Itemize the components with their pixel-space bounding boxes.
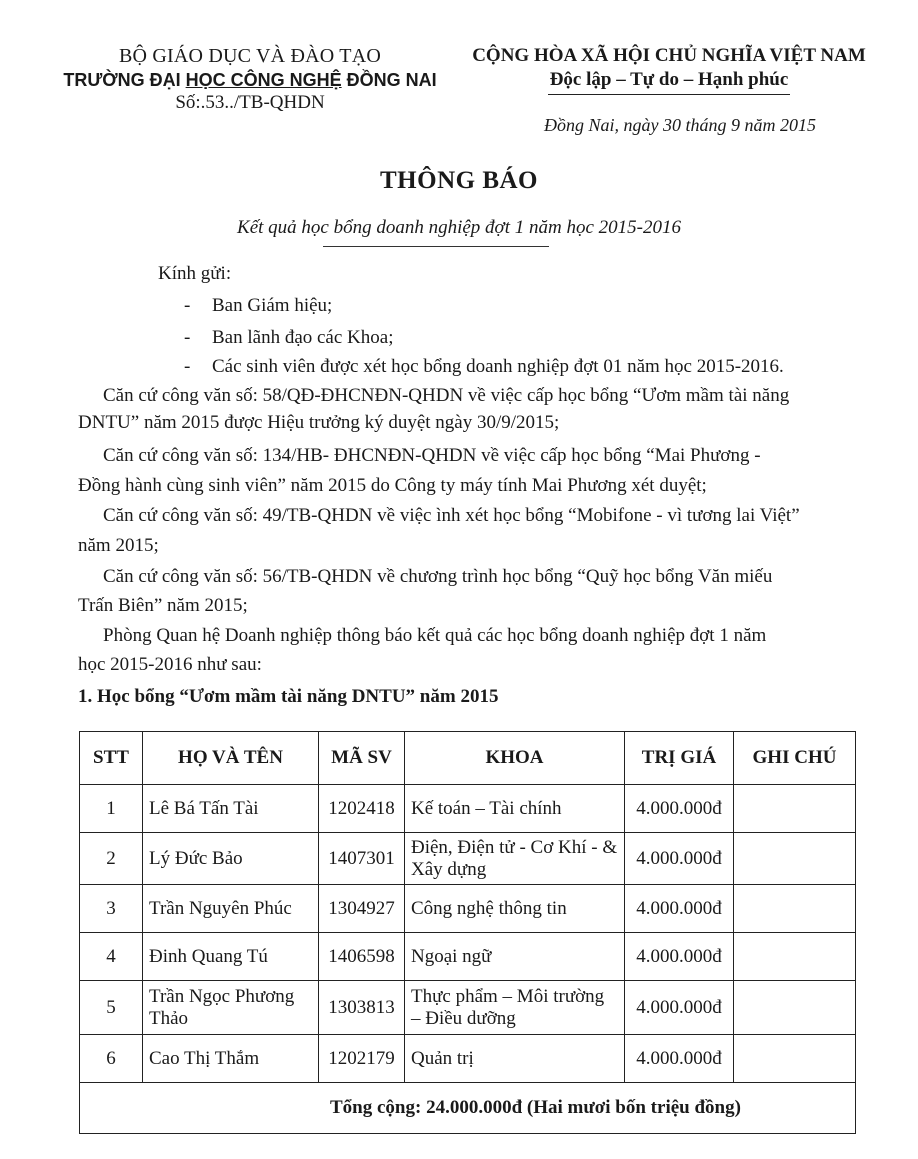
bullet-dash: - [184,327,191,348]
cell-value: 4.000.000đ [625,1035,734,1083]
paragraph-line: Phòng Quan hệ Doanh nghiệp thông báo kết quả các học bổng doanh nghiệp đợt 1 năm [103,625,767,646]
document-number: Số:.53../TB-QHDN [175,92,325,113]
recipient-item: Ban Giám hiệu; [212,295,333,316]
column-header: GHI CHÚ [734,732,856,785]
cell-name: Lê Bá Tấn Tài [143,785,319,833]
column-header: KHOA [405,732,625,785]
cell-stt: 4 [80,933,143,981]
cell-name: Cao Thị Thắm [143,1035,319,1083]
table-header-row [80,732,856,785]
cell-value: 4.000.000đ [625,833,734,885]
school-name-a: TRƯỜNG ĐẠI [63,70,186,90]
table-row [80,785,856,833]
table-row [80,1035,856,1083]
cell-note [734,1035,856,1083]
cell-name: Lý Đức Bảo [143,833,319,885]
cell-id: 1406598 [319,933,405,981]
column-header: HỌ VÀ TÊN [143,732,319,785]
table-total-row [80,1083,856,1134]
document-subtitle: Kết quả học bổng doanh nghiệp đợt 1 năm học 2015-2016 [237,217,681,238]
section-heading: 1. Học bổng “Ươm mầm tài năng DNTU” năm 2015 [78,686,499,707]
cell-id: 1304927 [319,885,405,933]
greeting: Kính gửi: [158,263,232,284]
cell-value: 4.000.000đ [625,885,734,933]
cell-stt: 6 [80,1035,143,1083]
cell-name: Đinh Quang Tú [143,933,319,981]
cell-note [734,785,856,833]
paragraph-line: Căn cứ công văn số: 134/HB- ĐHCNĐN-QHDN về việc cấp học bổng “Mai Phương - [103,445,761,466]
cell-name: Trần Ngọc Phương Thảo [143,981,319,1035]
issue-date: Đồng Nai, ngày 30 tháng 9 năm 2015 [544,115,816,135]
cell-faculty: Thực phẩm – Môi trường – Điều dưỡng [405,981,625,1035]
cell-stt: 2 [80,833,143,885]
paragraph-line: Căn cứ công văn số: 56/TB-QHDN về chương trình học bổng “Quỹ học bổng Văn miếu [103,566,773,587]
cell-faculty: Kế toán – Tài chính [405,785,625,833]
cell-value: 4.000.000đ [625,933,734,981]
cell-faculty: Điện, Điện tử - Cơ Khí - & Xây dựng [405,833,625,885]
table-row [80,833,856,885]
cell-note [734,885,856,933]
school-name [40,68,460,92]
ministry-name: BỘ GIÁO DỤC VÀ ĐÀO TẠO [119,45,381,67]
table-row [80,885,856,933]
cell-faculty: Công nghệ thông tin [405,885,625,933]
cell-id: 1202179 [319,1035,405,1083]
cell-faculty: Ngoại ngữ [405,933,625,981]
column-header: STT [80,732,143,785]
recipient-item: Ban lãnh đạo các Khoa; [212,327,394,348]
cell-note [734,833,856,885]
paragraph-line: Trấn Biên” năm 2015; [78,595,248,616]
bullet-dash: - [184,356,191,377]
paragraph-line: năm 2015; [78,535,159,556]
national-motto: Độc lập – Tự do – Hạnh phúc [548,68,791,95]
bullet-dash: - [184,295,191,316]
cell-id: 1407301 [319,833,405,885]
cell-note [734,933,856,981]
cell-name: Trần Nguyên Phúc [143,885,319,933]
document-title: THÔNG BÁO [380,167,538,194]
paragraph-line: Căn cứ công văn số: 58/QĐ-ĐHCNĐN-QHDN về việc cấp học bổng “Ươm mầm tài năng [103,385,790,406]
paragraph-line: Căn cứ công văn số: 49/TB-QHDN về việc ình xét học bổng “Mobifone - vì tương lai Việt” [103,505,800,526]
cell-value: 4.000.000đ [625,981,734,1035]
scholarship-table [79,731,856,1134]
column-header: TRỊ GIÁ [625,732,734,785]
cell-note [734,981,856,1035]
subtitle-divider [323,246,549,247]
school-name-c: ĐỒNG NAI [341,70,437,90]
recipient-item: Các sinh viên được xét học bổng doanh nghiệp đợt 01 năm học 2015-2016. [212,356,784,377]
cell-stt: 3 [80,885,143,933]
cell-faculty: Quản trị [405,1035,625,1083]
cell-stt: 1 [80,785,143,833]
paragraph-line: Đồng hành cùng sinh viên” năm 2015 do Công ty máy tính Mai Phương xét duyệt; [78,475,707,496]
national-header [460,44,878,95]
school-name-b: HỌC CÔNG NGHỆ [185,70,342,90]
total-amount: Tổng cộng: 24.000.000đ (Hai mươi bốn triệu đồng) [80,1083,856,1134]
cell-stt: 5 [80,981,143,1035]
paragraph-line: học 2015-2016 như sau: [78,654,262,675]
cell-value: 4.000.000đ [625,785,734,833]
issuer-block [40,44,460,114]
country-name: CỘNG HÒA XÃ HỘI CHỦ NGHĨA VIỆT NAM [472,45,866,66]
cell-id: 1303813 [319,981,405,1035]
paragraph-line: DNTU” năm 2015 được Hiệu trưởng ký duyệt ngày 30/9/2015; [78,412,560,433]
table-row [80,933,856,981]
column-header: MÃ SV [319,732,405,785]
table-row [80,981,856,1035]
cell-id: 1202418 [319,785,405,833]
